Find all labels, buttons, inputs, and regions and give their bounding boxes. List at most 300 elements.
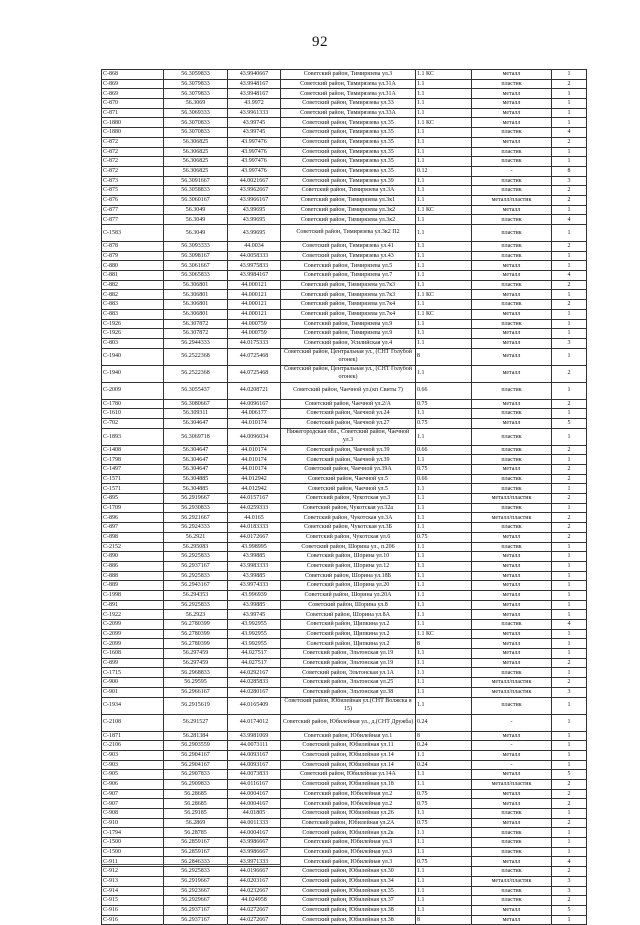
latitude-cell: 56.306801 [164,280,228,290]
site-id-cell: С-1610 [102,409,164,419]
longitude-cell: 43.9961333 [228,108,281,118]
longitude-cell: 44.0004167 [228,828,281,838]
count-cell: 2 [552,280,587,290]
address-cell: Советский район, Чаечной ул.27 [281,418,416,428]
site-id-cell: С-1780 [102,399,164,409]
volume-cell: 1.1 [416,338,472,348]
site-id-cell: С-883 [102,300,164,310]
longitude-cell: 43.992955 [228,629,281,639]
site-id-cell: С-910 [102,818,164,828]
latitude-cell: 56.2522368 [164,365,228,382]
count-cell: 1 [552,581,587,591]
site-id-cell: С-901 [102,687,164,697]
address-cell: Советский район, Тимирязева ул.3 [281,70,416,80]
longitude-cell: 43.997476 [228,137,281,147]
volume-cell: 1.1 [416,876,472,886]
volume-cell: 8 [416,731,472,741]
table-row [102,513,587,523]
table-row [102,261,587,271]
table-row [102,300,587,310]
site-id-cell: С-876 [102,195,164,205]
volume-cell: 1.1 [416,649,472,659]
count-cell: 3 [552,338,587,348]
site-id-cell: С-1926 [102,329,164,339]
latitude-cell: 56.2859167 [164,838,228,848]
latitude-cell: 56.294353 [164,590,228,600]
address-cell: Советский район, Тимирязева ул.7к3 [281,290,416,300]
longitude-cell: 44.0292167 [228,668,281,678]
volume-cell: 1.1 КС [416,205,472,215]
site-id-cell: С-872 [102,157,164,167]
latitude-cell: 56.2869 [164,818,228,828]
site-id-cell: С-916 [102,915,164,925]
longitude-cell: 43.99745 [228,118,281,128]
longitude-cell: 44.0058333 [228,251,281,261]
table-row [102,108,587,118]
latitude-cell: 56.2925833 [164,571,228,581]
volume-cell: 1.1 [416,409,472,419]
site-id-cell: С-702 [102,418,164,428]
volume-cell: 1.1 [416,225,472,242]
address-cell: Советский район, Юбилейная ул.14 [281,750,416,760]
table-row [102,828,587,838]
site-id-cell: С-872 [102,147,164,157]
longitude-cell: 43.997476 [228,147,281,157]
site-id-cell: С-886 [102,561,164,571]
longitude-cell: 43.99885 [228,571,281,581]
site-id-cell: С-869 [102,89,164,99]
count-cell: 1 [552,319,587,329]
longitude-cell: 44.01805 [228,809,281,819]
site-id-cell: С-1715 [102,668,164,678]
table-row [102,338,587,348]
latitude-cell: 56.3055437 [164,382,228,399]
table-row [102,70,587,80]
longitude-cell: 43.99695 [228,215,281,225]
volume-cell: 1.1 [416,687,472,697]
material-cell: пластик [472,319,552,329]
longitude-cell: 43.9986667 [228,838,281,848]
site-id-cell: С-872 [102,137,164,147]
site-id-cell: С-877 [102,215,164,225]
count-cell: 1 [552,847,587,857]
material-cell: пластик [472,828,552,838]
volume-cell: 0.24 [416,741,472,751]
latitude-cell: 56.306825 [164,157,228,167]
volume-cell: 0.75 [416,789,472,799]
count-cell: 1 [552,809,587,819]
material-cell: металл/пластик [472,494,552,504]
address-cell: Советский район, Шорина ул., п.206 [281,542,416,552]
material-cell: пластик [472,382,552,399]
material-cell: металл [472,571,552,581]
count-cell: 1 [552,600,587,610]
count-cell: 1 [552,147,587,157]
latitude-cell: 56.3049 [164,215,228,225]
latitude-cell: 56.2923667 [164,886,228,896]
site-id-cell: С-903 [102,760,164,770]
site-id-cell: С-1709 [102,503,164,513]
latitude-cell: 56.3070833 [164,128,228,138]
material-cell: металл [472,99,552,109]
latitude-cell: 56.2930833 [164,503,228,513]
latitude-cell: 56.28685 [164,789,228,799]
table-row [102,847,587,857]
volume-cell: 1.1 [416,176,472,186]
address-cell: Советский район, Тимирязева ул.33А [281,108,416,118]
count-cell: 1 [552,629,587,639]
table-row [102,600,587,610]
material-cell: металл [472,857,552,867]
latitude-cell: 56.3065833 [164,271,228,281]
address-cell: Советский район, Юбилейная ул.1 [281,731,416,741]
count-cell: 3 [552,886,587,896]
count-cell: 2 [552,867,587,877]
address-cell: Советский район, Чаечной ул.5 [281,474,416,484]
site-id-cell: С-1571 [102,484,164,494]
longitude-cell: 44.0196667 [228,867,281,877]
volume-cell: 1.1 [416,571,472,581]
site-id-cell: С-1926 [102,319,164,329]
site-id-cell: С-908 [102,809,164,819]
latitude-cell: 56.2968833 [164,668,228,678]
count-cell: 5 [552,905,587,915]
material-cell: металл [472,309,552,319]
volume-cell: 1.1 [416,542,472,552]
longitude-cell: 44.000759 [228,319,281,329]
longitude-cell: 43.998995 [228,542,281,552]
volume-cell: 0.24 [416,714,472,731]
table-row [102,290,587,300]
address-cell: Советский район, Тимирязева ул.7к4 [281,300,416,310]
material-cell: металл [472,532,552,542]
longitude-cell: 44.0208721 [228,382,281,399]
material-cell: металл [472,89,552,99]
count-cell: 3 [552,176,587,186]
address-cell: Советский район, Тимирязева ул.3к1 [281,195,416,205]
volume-cell: 1.1 [416,157,472,167]
table-row [102,886,587,896]
volume-cell: 1.1 [416,242,472,252]
site-id-cell: С-882 [102,290,164,300]
latitude-cell: 56.2921 [164,532,228,542]
table-row [102,455,587,465]
site-id-cell: С-1583 [102,225,164,242]
address-cell: Советский район, Чукотская ул.32а [281,503,416,513]
table-row [102,779,587,789]
count-cell: 1 [552,571,587,581]
count-cell: 4 [552,620,587,630]
volume-cell: 1.1 [416,779,472,789]
table-row [102,581,587,591]
site-id-cell: С-900 [102,678,164,688]
volume-cell: 1.1 [416,261,472,271]
count-cell: 1 [552,382,587,399]
site-id-cell: С-2099 [102,629,164,639]
latitude-cell: 56.3080667 [164,399,228,409]
material-cell: металл [472,418,552,428]
table-row [102,687,587,697]
longitude-cell: 43.9986667 [228,847,281,857]
latitude-cell: 56.304885 [164,474,228,484]
material-cell: пластик [472,300,552,310]
material-cell: металл [472,348,552,365]
volume-cell: 0.75 [416,857,472,867]
volume-cell: 1.1 [416,89,472,99]
count-cell: 1 [552,157,587,167]
longitude-cell: 44.0165409 [228,697,281,714]
volume-cell: 1.1 [416,300,472,310]
address-cell: Советский район, Юбилейная ул.2 [281,789,416,799]
count-cell: 4 [552,857,587,867]
site-id-cell: С-888 [102,571,164,581]
address-cell: Советский район, Тимирязева ул.3к2 [281,215,416,225]
longitude-cell: 44.0165 [228,513,281,523]
count-cell: 2 [552,789,587,799]
count-cell: 2 [552,513,587,523]
longitude-cell: 44.012942 [228,484,281,494]
material-cell: пластик [472,847,552,857]
count-cell: 1 [552,251,587,261]
table-row [102,750,587,760]
longitude-cell: 43.9974333 [228,581,281,591]
site-id-cell: С-2108 [102,714,164,731]
site-id-cell: С-875 [102,186,164,196]
volume-cell: 0.66 [416,445,472,455]
material-cell: металл [472,261,552,271]
address-cell: Советский район, Чукотская ул.3 [281,494,416,504]
table-row [102,590,587,600]
volume-cell: 1.1 [416,886,472,896]
latitude-cell: 56.304647 [164,455,228,465]
table-row [102,542,587,552]
address-cell: Советский район, Юбилейная ул.26 [281,809,416,819]
longitude-cell: 44.0093167 [228,750,281,760]
latitude-cell: 56.2923 [164,610,228,620]
table-row [102,271,587,281]
material-cell: пластик [472,886,552,896]
table-row [102,195,587,205]
material-cell: металл [472,118,552,128]
latitude-cell: 56.3061667 [164,261,228,271]
table-row [102,382,587,399]
address-cell: Советский район, Тимирязева ул.35 [281,157,416,167]
material-cell: металл [472,629,552,639]
count-cell: 2 [552,186,587,196]
volume-cell: 1.1 [416,809,472,819]
site-id-cell: С-1940 [102,348,164,365]
count-cell: 2 [552,79,587,89]
material-cell: металл/пластик [472,876,552,886]
count-cell: 1 [552,225,587,242]
address-cell: Советский район, Тимирязева ул.35 [281,137,416,147]
latitude-cell: 56.307872 [164,329,228,339]
address-cell: Советский район, Шорина ул.18Б [281,571,416,581]
count-cell: 1 [552,760,587,770]
address-cell: Советский район, Тимирязева ул.9 [281,319,416,329]
count-cell: 2 [552,242,587,252]
site-id-cell: С-907 [102,799,164,809]
address-cell: Советский район, Шорина ул.20 [281,581,416,591]
latitude-cell: 56.2937167 [164,905,228,915]
latitude-cell: 56.3059833 [164,70,228,80]
longitude-cell: 44.012942 [228,474,281,484]
longitude-cell: 43.99695 [228,205,281,215]
address-cell: Советский район, Эльтонская ул.25 [281,678,416,688]
material-cell: пластик [472,409,552,419]
longitude-cell: 43.997476 [228,166,281,176]
longitude-cell: 44.0272667 [228,905,281,915]
latitude-cell: 56.3058833 [164,186,228,196]
material-cell: металл/пластик [472,687,552,697]
address-cell: Советский район, Юбилейная ул.(СНТ Волжска я 15) [281,697,416,714]
count-cell: 1 [552,915,587,925]
table-row [102,552,587,562]
count-cell: 2 [552,445,587,455]
volume-cell: 1.1 [416,455,472,465]
address-cell: Советский район, Юбилейная ул.3 [281,847,416,857]
longitude-cell: 44.0285833 [228,678,281,688]
volume-cell: 1.1 [416,610,472,620]
site-id-cell: С-868 [102,70,164,80]
latitude-cell: 56.2919667 [164,876,228,886]
site-id-cell: С-880 [102,261,164,271]
address-cell: Советский район, Шорина ул.10 [281,552,416,562]
longitude-cell: 43.9948167 [228,79,281,89]
material-cell: пластик [472,484,552,494]
table-row [102,225,587,242]
volume-cell: 1.1 [416,137,472,147]
site-id-cell: С-889 [102,581,164,591]
address-cell: Советский район, Юбилейная ул.30 [281,867,416,877]
site-id-cell: С-1871 [102,731,164,741]
volume-cell: 1.1 [416,697,472,714]
latitude-cell: 56.2780399 [164,620,228,630]
longitude-cell: 43.9975833 [228,261,281,271]
material-cell: пластик [472,242,552,252]
count-cell: 1 [552,741,587,751]
volume-cell: 1.1 [416,552,472,562]
material-cell: металл [472,905,552,915]
address-cell: Советский район, Чаечной ул.39 [281,445,416,455]
site-id-cell: С-2152 [102,542,164,552]
site-id-cell: С-899 [102,658,164,668]
longitude-cell: 43.9981069 [228,731,281,741]
table-row [102,137,587,147]
count-cell: 5 [552,418,587,428]
volume-cell: 1.1 [416,428,472,445]
count-cell: 1 [552,649,587,659]
table-row [102,629,587,639]
volume-cell: 8 [416,348,472,365]
address-cell: Советский район, Чаечной ул.2/А [281,399,416,409]
material-cell: пластик [472,176,552,186]
longitude-cell: 43.9984167 [228,271,281,281]
site-id-cell: С-1880 [102,128,164,138]
site-id-cell: С-898 [102,532,164,542]
longitude-cell: 44.000121 [228,280,281,290]
site-id-cell: С-907 [102,789,164,799]
address-cell: Советский район, Юбилейная ул.18 [281,779,416,789]
site-id-cell: С-2099 [102,620,164,630]
longitude-cell: 43.99745 [228,128,281,138]
material-cell: пластик [472,620,552,630]
longitude-cell: 44.0096034 [228,428,281,445]
address-cell: Советский район, Тимирязева ул.33 [281,99,416,109]
address-cell: Советский район, Юбилейная ул.2к [281,828,416,838]
count-cell: 1 [552,261,587,271]
volume-cell: 0.75 [416,532,472,542]
material-cell: пластик [472,523,552,533]
address-cell: Советский район, Юбилейная ул.38 [281,915,416,925]
material-cell: металл [472,290,552,300]
table-row [102,639,587,649]
material-cell: металл [472,205,552,215]
count-cell: 1 [552,731,587,741]
longitude-cell: 44.0280167 [228,687,281,697]
address-cell: Советский район, Юбилейная ул.11 [281,741,416,751]
address-cell: Советский район, Юбилейная ул.2 [281,799,416,809]
longitude-cell: 44.010174 [228,445,281,455]
address-cell: Советский район, Тимирязева ул.9 [281,329,416,339]
material-cell: пластик [472,157,552,167]
count-cell: 1 [552,828,587,838]
longitude-cell: 44.0232667 [228,886,281,896]
volume-cell: 1.1 [416,668,472,678]
table-row [102,714,587,731]
address-cell: Советский район, Усилийская ул.4 [281,338,416,348]
volume-cell: 1.1 КС [416,629,472,639]
latitude-cell: 56.2937167 [164,915,228,925]
address-cell: Советский район, Тимирязева ул.43 [281,251,416,261]
table-row [102,445,587,455]
material-cell: металл [472,639,552,649]
material-cell: металл/пластик [472,195,552,205]
table-row [102,409,587,419]
table-row [102,731,587,741]
volume-cell: 1.1 [416,828,472,838]
longitude-cell: 43.9966167 [228,195,281,205]
volume-cell: 1.1 [416,581,472,591]
material-cell: пластик [472,809,552,819]
table-row [102,532,587,542]
volume-cell: 1.1 КС [416,118,472,128]
longitude-cell: 44.000759 [228,329,281,339]
count-cell: 1 [552,70,587,80]
latitude-cell: 56.304647 [164,445,228,455]
count-cell: 1 [552,610,587,620]
table-row [102,838,587,848]
site-id-cell: С-881 [102,271,164,281]
volume-cell: 1.1 [416,494,472,504]
page-number: 92 [312,34,328,50]
latitude-cell: 56.3098167 [164,251,228,261]
count-cell: 2 [552,818,587,828]
address-cell: Советский район, Тимирязева ул.3А [281,186,416,196]
count-cell: 1 [552,484,587,494]
latitude-cell: 56.2915619 [164,697,228,714]
volume-cell: 1.1 КС [416,70,472,80]
longitude-cell: 44.0073833 [228,770,281,780]
table-row [102,365,587,382]
address-cell: Советский район, Щипкина ул.2 [281,639,416,649]
count-cell: 1 [552,309,587,319]
table-row [102,348,587,365]
volume-cell: 1.1 [416,620,472,630]
volume-cell: 1.1 [416,847,472,857]
table-row [102,242,587,252]
count-cell: 1 [552,639,587,649]
